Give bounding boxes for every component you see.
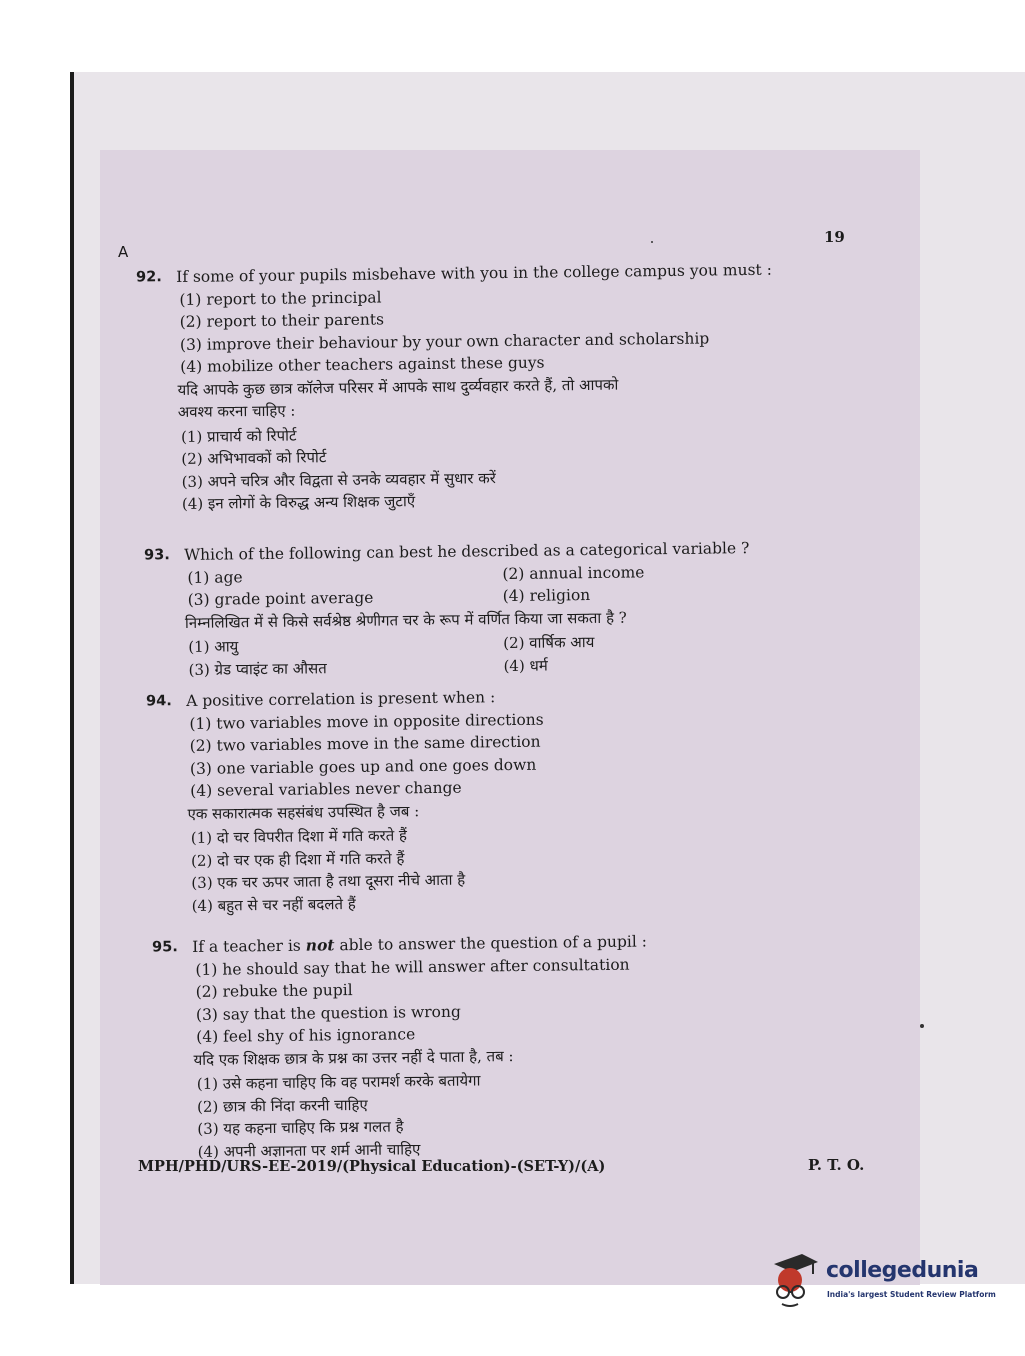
please-turn-over: P. T. O.: [808, 1156, 865, 1174]
option-3: (3) grade point average: [187, 588, 374, 609]
scan-speck: [920, 1024, 924, 1028]
option-4: (4) mobilize other teachers against these guys: [180, 353, 545, 376]
question-text-hindi: यदि एक शिक्षक छात्र के प्रश्न का उत्तर नहीं दे पाता है, तब :: [193, 1046, 514, 1069]
option-3: (3) improve their behaviour by your own character and scholarship: [179, 328, 710, 354]
question-95: [152, 930, 650, 1163]
question-text-hindi: एक सकारात्मक सहसंबंध उपस्थित है जब :: [187, 801, 420, 823]
question-number: 92.: [136, 269, 162, 286]
scan-edge: [70, 72, 74, 1284]
option-3-hindi: (3) यह कहना चाहिए कि प्रश्न गलत है: [197, 1117, 404, 1138]
emphasis-not: not: [305, 935, 335, 955]
option-4-hindi: (4) अपनी अज्ञानता पर शर्म आनी चाहिए: [197, 1139, 421, 1161]
page-number: 19: [824, 228, 845, 246]
question-text-hindi: निम्नलिखित में से किसे सर्वश्रेष्ठ श्रेणीगत चर के रूप में वर्णित किया जा सकता है ?: [184, 608, 627, 632]
option-4: (4) several variables never change: [190, 778, 462, 800]
brand-name: collegedunia: [826, 1258, 979, 1283]
paper-code: MPH/PHD/URS-EE-2019/(Physical Education)-(SET-Y)/(A): [138, 1158, 606, 1175]
option-3-hindi: (3) अपने चरित्र और विद्वता से उनके व्यवहार में सुधार करें: [181, 468, 496, 491]
question-text-english: Which of the following can best he described as a categorical variable ?: [184, 539, 750, 564]
option-1: (1) age: [187, 567, 243, 587]
option-1-hindi: (1) दो चर विपरीत दिशा में गति करते हैं: [190, 826, 408, 847]
student-mascot-icon: [768, 1250, 826, 1310]
question-92: [136, 259, 775, 516]
question-text-english: If some of your pupils misbehave with you in the college campus you must :: [176, 260, 772, 286]
option-3-hindi: (3) एक चर ऊपर जाता है तथा दूसरा नीचे आता है: [191, 870, 466, 892]
question-text-english: If a teacher is not able to answer the question of a pupil :: [192, 932, 648, 956]
question-93: [144, 537, 751, 681]
option-1: (1) two variables move in opposite directions: [189, 710, 544, 733]
option-4-hindi: (4) बहुत से चर नहीं बदलते हैं: [191, 894, 356, 915]
option-4-hindi: (4) धर्म: [503, 656, 548, 675]
option-2-hindi: (2) दो चर एक ही दिशा में गति करते हैं: [190, 848, 405, 870]
option-2-hindi: (2) वार्षिक आय: [503, 632, 595, 653]
option-4: (4) feel shy of his ignorance: [196, 1025, 416, 1046]
question-number: 93.: [144, 547, 170, 564]
option-1-hindi: (1) आयु: [188, 637, 239, 656]
page-series-letter: A: [118, 243, 129, 261]
option-4: (4) religion: [502, 586, 591, 606]
option-1-hindi: (1) उसे कहना चाहिए कि वह परामर्श करके बतायेगा: [196, 1071, 481, 1093]
collegedunia-logo: [768, 1250, 998, 1310]
option-3: (3) say that the question is wrong: [195, 1002, 461, 1024]
option-1: (1) he should say that he will answer after consultation: [195, 955, 630, 979]
question-number: 95.: [152, 939, 178, 956]
question-text-hindi-line-2: अवश्य करना चाहिए :: [177, 401, 296, 421]
option-3-hindi: (3) ग्रेड प्वाइंट का औसत: [188, 658, 327, 679]
scan-speck: [651, 241, 653, 243]
question-text-english: A positive correlation is present when :: [186, 688, 496, 710]
option-2: (2) annual income: [502, 562, 645, 583]
question-number: 94.: [146, 693, 172, 710]
option-2: (2) rebuke the pupil: [195, 981, 353, 1001]
option-2: (2) report to their parents: [179, 310, 385, 331]
option-1-hindi: (1) प्राचार्य को रिपोर्ट: [180, 426, 297, 446]
question-94: [146, 686, 546, 917]
option-3: (3) one variable goes up and one goes down: [189, 755, 537, 778]
brand-tagline: India's largest Student Review Platform: [827, 1290, 996, 1299]
question-text-hindi-line-1: यदि आपके कुछ छात्र कॉलेज परिसर में आपके साथ दुर्व्यवहार करते हैं, तो आपको: [177, 375, 619, 399]
option-1: (1) report to the principal: [179, 287, 382, 309]
option-2: (2) two variables move in the same direction: [189, 732, 541, 755]
option-4-hindi: (4) इन लोगों के विरुद्ध अन्य शिक्षक जुटाएँ: [181, 492, 416, 513]
option-2-hindi: (2) छात्र की निंदा करनी चाहिए: [196, 1095, 368, 1116]
option-2-hindi: (2) अभिभावकों को रिपोर्ट: [181, 448, 327, 468]
